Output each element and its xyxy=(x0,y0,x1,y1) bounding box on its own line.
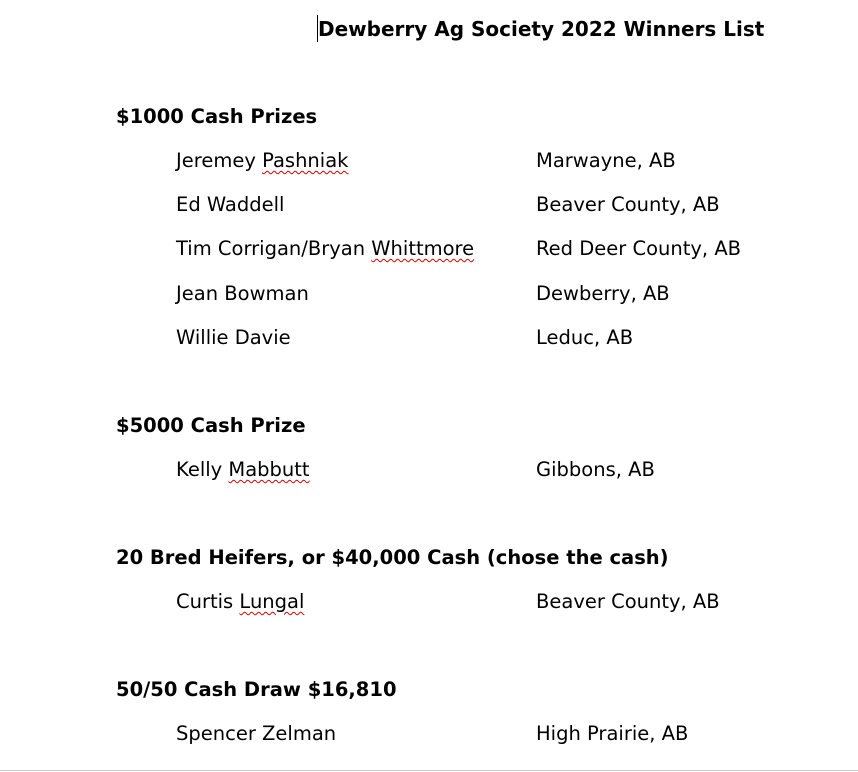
winner-name: Curtis Lungal xyxy=(176,590,305,613)
spellcheck-flagged-word[interactable]: Mabbutt xyxy=(228,458,310,481)
winner-location: Beaver County, AB xyxy=(536,193,720,216)
winner-location: Gibbons, AB xyxy=(536,458,655,481)
winner-name: Kelly Mabbutt xyxy=(176,458,310,481)
winner-name: Willie Davie xyxy=(176,326,291,349)
page-bottom-edge xyxy=(0,770,858,771)
spellcheck-flagged-word[interactable]: Whittmore xyxy=(371,237,475,260)
winner-name: Jeremey Pashniak xyxy=(176,149,349,172)
winner-row xyxy=(0,719,858,749)
section-heading-5000-cash-prize: $5000 Cash Prize xyxy=(116,414,306,437)
winner-location: Dewberry, AB xyxy=(536,282,670,305)
winner-row xyxy=(0,190,858,220)
winner-name: Ed Waddell xyxy=(176,193,285,216)
winner-row xyxy=(0,146,858,176)
winner-row xyxy=(0,234,858,264)
winner-location: Leduc, AB xyxy=(536,326,634,349)
winner-name: Jean Bowman xyxy=(176,282,309,305)
winner-row xyxy=(0,279,858,309)
spellcheck-flagged-word[interactable]: Lungal xyxy=(239,590,305,613)
winner-location: Red Deer County, AB xyxy=(536,237,742,260)
winner-name: Tim Corrigan/Bryan Whittmore xyxy=(176,237,475,260)
section-heading-50-50-cash-draw: 50/50 Cash Draw $16,810 xyxy=(116,678,397,701)
winner-name: Spencer Zelman xyxy=(176,722,337,745)
section-heading-1000-cash-prizes: $1000 Cash Prizes xyxy=(116,105,318,128)
section-heading-bred-heifers: 20 Bred Heifers, or $40,000 Cash (chose the cash) xyxy=(116,546,669,569)
spellcheck-flagged-word[interactable]: Pashniak xyxy=(262,149,349,172)
winner-row xyxy=(0,587,858,617)
document-title: Dewberry Ag Society 2022 Winners List xyxy=(318,17,765,41)
winner-location: High Prairie, AB xyxy=(536,722,689,745)
winner-row xyxy=(0,323,858,353)
winner-location: Marwayne, AB xyxy=(536,149,676,172)
winner-row xyxy=(0,455,858,485)
winner-location: Beaver County, AB xyxy=(536,590,720,613)
